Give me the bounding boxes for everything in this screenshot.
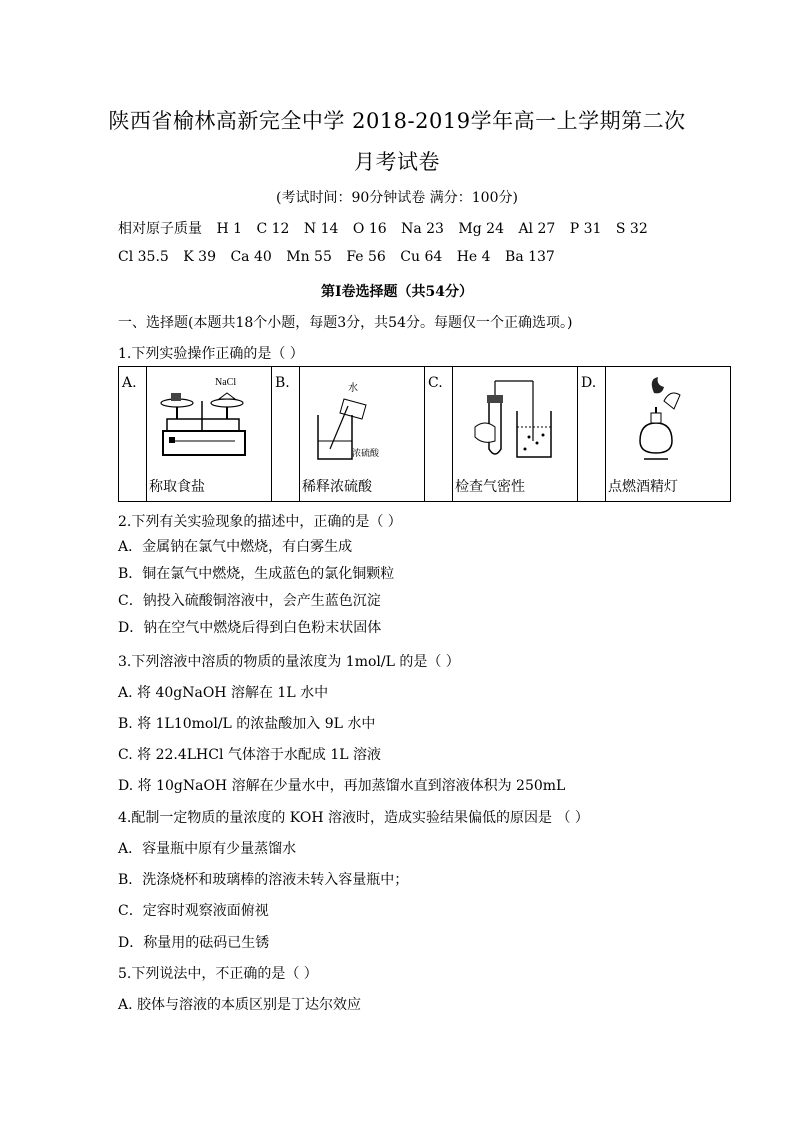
q3-option-a: A. 将 40gNaOH 溶解在 1L 水中 xyxy=(118,685,329,701)
q4-option-d: D．称量用的砝码已生锈 xyxy=(118,935,270,951)
atomic-mass-label: 相对原子质量 xyxy=(118,221,202,237)
atomic-mass: C 12 xyxy=(256,221,290,237)
q1-options-table xyxy=(118,366,731,502)
alcohol-lamp-icon xyxy=(614,371,724,466)
q5-stem: 5.下列说法中，不正确的是（ ） xyxy=(118,966,318,982)
atomic-mass-row-1 xyxy=(118,218,658,238)
atomic-mass: Na 23 xyxy=(401,221,444,237)
exam-title-line1: 陕西省榆林高新完全中学 2018-2019学年高一上学期第二次 xyxy=(108,109,686,133)
q1-option-b-caption: 稀释浓硫酸 xyxy=(302,479,372,495)
q4-option-a: A．容量瓶中原有少量蒸馏水 xyxy=(118,841,297,857)
atomic-mass: Mn 55 xyxy=(286,249,332,265)
atomic-mass: O 16 xyxy=(352,221,387,237)
q1-option-d-label: D. xyxy=(578,367,606,502)
section-title: 第Ⅰ卷选择题（共54分） xyxy=(320,284,474,300)
atomic-mass-row-2 xyxy=(118,249,565,265)
q1-option-d-cell xyxy=(606,367,731,502)
atomic-mass: Al 27 xyxy=(518,221,556,237)
q1-option-c-label: C. xyxy=(425,367,453,502)
balance-scale-icon xyxy=(155,371,265,466)
q2-stem: 2.下列有关实验现象的描述中，正确的是（ ） xyxy=(118,514,402,530)
q1-option-a-caption: 称取食盐 xyxy=(149,479,205,495)
q2-option-a: A．金属钠在氯气中燃烧，有白雾生成 xyxy=(118,539,353,555)
atomic-mass: Mg 24 xyxy=(458,221,504,237)
section-instruction: 一、选择题(本题共18个小题，每题3分，共54分。每题仅一个正确选项。) xyxy=(118,315,573,331)
exam-title-line2: 月考试卷 xyxy=(354,150,440,174)
q4-stem: 4.配制一定物质的量浓度的 KOH 溶液时，造成实验结果偏低的原因是 （ ） xyxy=(118,810,589,826)
q3-option-b: B. 将 1L10mol/L 的浓盐酸加入 9L 水中 xyxy=(118,716,376,732)
exam-info: (考试时间：90分钟试卷 满分：100分) xyxy=(276,190,518,206)
q1-option-b-cell xyxy=(300,367,425,502)
dilution-beaker-icon xyxy=(308,371,418,466)
q2-option-b: B．铜在氯气中燃烧，生成蓝色的氯化铜颗粒 xyxy=(118,566,395,582)
nacl-label: NaCl xyxy=(215,377,237,388)
q1-option-c-cell xyxy=(453,367,578,502)
atomic-mass: N 14 xyxy=(303,221,339,237)
q1-stem: 1.下列实验操作正确的是（ ） xyxy=(118,346,304,362)
q1-option-b-label: B. xyxy=(272,367,300,502)
q1-option-c-caption: 检查气密性 xyxy=(455,479,525,495)
q5-option-a: A. 胶体与溶液的本质区别是丁达尔效应 xyxy=(118,997,362,1013)
atomic-mass: Cu 64 xyxy=(400,249,443,265)
q2-option-d: D．钠在空气中燃烧后得到白色粉末状固体 xyxy=(118,620,382,636)
q3-option-d: D. 将 10gNaOH 溶解在少量水中，再加蒸馏水直到溶液体积为 250mL xyxy=(118,778,566,794)
atomic-mass: H 1 xyxy=(216,221,243,237)
atomic-mass: P 31 xyxy=(569,221,602,237)
q4-option-b: B．洗涤烧杯和玻璃棒的溶液未转入容量瓶中； xyxy=(118,872,409,888)
conc-acid-label: 浓硫酸 xyxy=(352,448,380,458)
airtightness-test-icon xyxy=(461,371,571,466)
atomic-mass: S 32 xyxy=(615,221,648,237)
atomic-mass: K 39 xyxy=(183,249,216,265)
water-label: 水 xyxy=(348,383,358,394)
atomic-mass: Cl 35.5 xyxy=(118,249,169,265)
atomic-mass: Ca 40 xyxy=(230,249,272,265)
q1-option-a-label: A. xyxy=(119,367,147,502)
atomic-mass: He 4 xyxy=(456,249,491,265)
q2-option-c: C．钠投入硫酸铜溶液中，会产生蓝色沉淀 xyxy=(118,593,381,609)
q3-option-c: C. 将 22.4LHCl 气体溶于水配成 1L 溶液 xyxy=(118,747,381,763)
q3-stem: 3.下列溶液中溶质的物质的量浓度为 1mol/L 的是（ ） xyxy=(118,654,460,670)
q1-option-d-caption: 点燃酒精灯 xyxy=(608,479,678,495)
q1-option-a-cell xyxy=(147,367,272,502)
atomic-mass: Fe 56 xyxy=(346,249,386,265)
atomic-mass: Ba 137 xyxy=(505,249,555,265)
q4-option-c: C．定容时观察液面俯视 xyxy=(118,903,269,919)
